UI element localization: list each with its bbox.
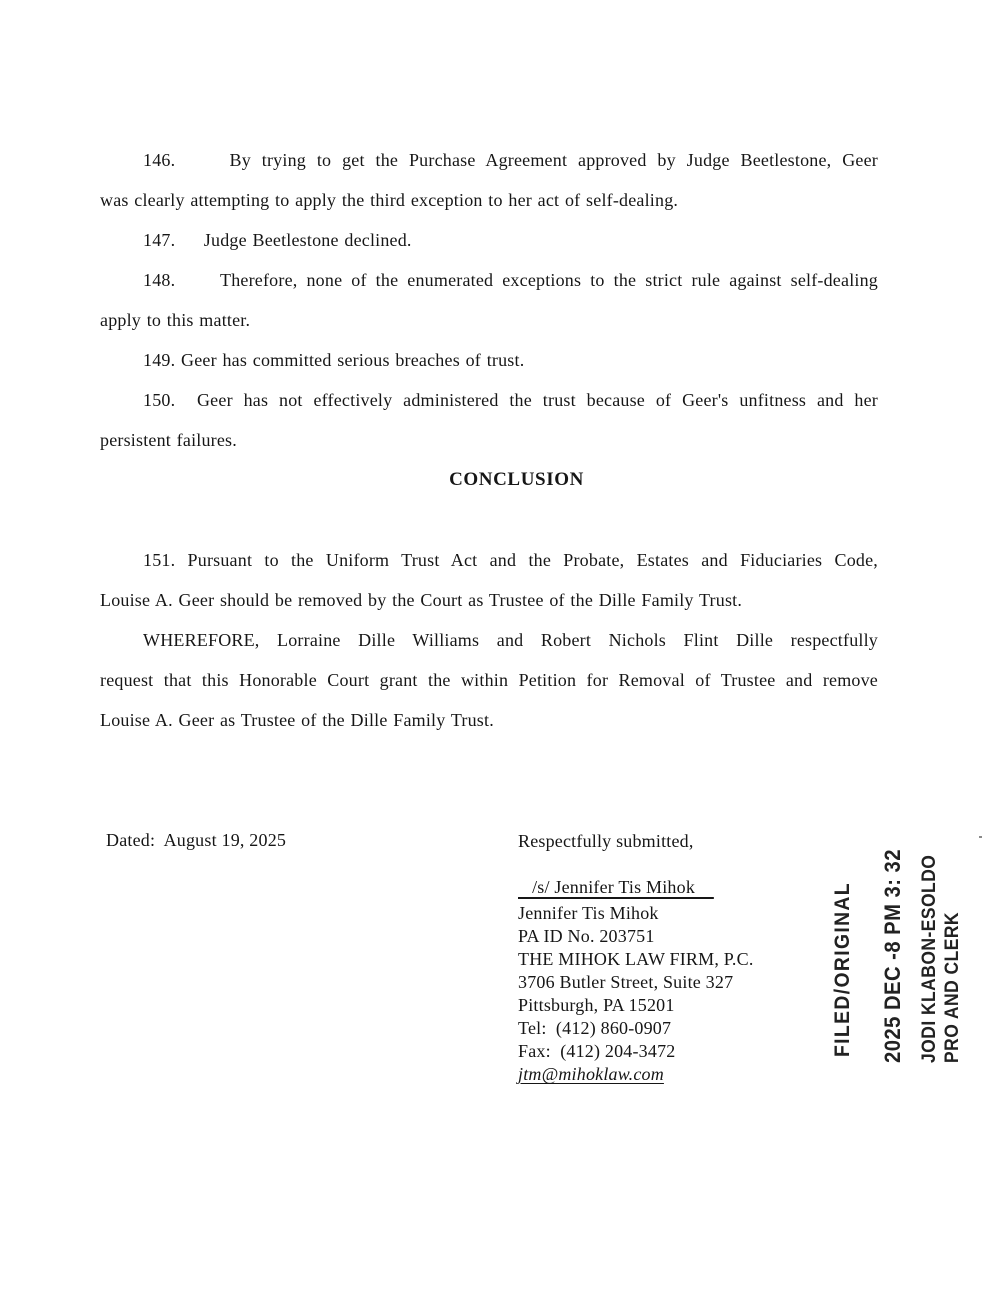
attorney-info-line: Pittsburgh, PA 15201 (518, 995, 675, 1015)
stamp-date-time: 2025 DEC -8 PM 3: 32 (880, 849, 905, 1063)
stamp-clerk (918, 855, 964, 1063)
paragraph-line: Louise A. Geer should be removed by the Court as Trustee of the Dille Family Trust. (100, 590, 743, 610)
paragraph-line: 148. Therefore, none of the enumerated exceptions to the strict rule against self-dealing (143, 270, 878, 290)
paragraph-line: 151. Pursuant to the Uniform Trust Act and the Probate, Estates and Fiduciaries Code, (143, 550, 878, 570)
paragraphs (100, 140, 878, 740)
signature-block (518, 830, 754, 1086)
attorney-info-line: THE MIHOK LAW FIRM, P.C. (518, 949, 754, 969)
paragraph-line: 149. Geer has committed serious breaches of trust. (143, 350, 525, 370)
electronic-signature: /s/ Jennifer Tis Mihok (518, 877, 714, 897)
paragraph-line: was clearly attempting to apply the third exception to her act of self-dealing. (100, 190, 679, 210)
attorney-info-line: Tel: (412) 860-0907 (518, 1018, 672, 1038)
paragraph-line: request that this Honorable Court grant the within Petition for Removal of Trustee and remove (100, 670, 878, 690)
stamp-filed-original: FILED/ORIGINAL (831, 882, 854, 1057)
respectfully-submitted-line: Respectfully submitted, (518, 831, 694, 851)
stamp-clerk-title: PRO AND CLERK (942, 911, 963, 1063)
paragraph-line: WHEREFORE, Lorraine Dille Williams and Robert Nichols Flint Dille respectfully (143, 630, 878, 650)
paragraph-line: 146. By trying to get the Purchase Agreement approved by Judge Beetlestone, Geer (143, 150, 878, 170)
paragraph-line: persistent failures. (100, 430, 237, 450)
petition-body (100, 140, 878, 740)
paragraph-line: 147. Judge Beetlestone declined. (143, 230, 412, 250)
attorney-info-line: PA ID No. 203751 (518, 926, 655, 946)
paragraph-line: apply to this matter. (100, 310, 251, 330)
scan-artifact-dot (979, 836, 982, 838)
attorney-info-line: Jennifer Tis Mihok (518, 903, 659, 923)
attorney-info-line: Fax: (412) 204-3472 (518, 1041, 676, 1061)
paragraph-line: Louise A. Geer as Trustee of the Dille Family Trust. (100, 710, 494, 730)
signature-s-line (518, 876, 754, 898)
attorney-info-lines (518, 902, 754, 1063)
stamp-clerk-name: JODI KLABON-ESOLDO (919, 854, 940, 1063)
dated-line: Dated: August 19, 2025 (106, 830, 287, 850)
email-text: jtm@mihoklaw.com (518, 1064, 664, 1084)
paragraph-line: 150. Geer has not effectively administered the trust because of Geer's unfitness and her (143, 390, 878, 410)
attorney-info-line: 3706 Butler Street, Suite 327 (518, 972, 734, 992)
conclusion-heading: CONCLUSION (449, 469, 584, 490)
